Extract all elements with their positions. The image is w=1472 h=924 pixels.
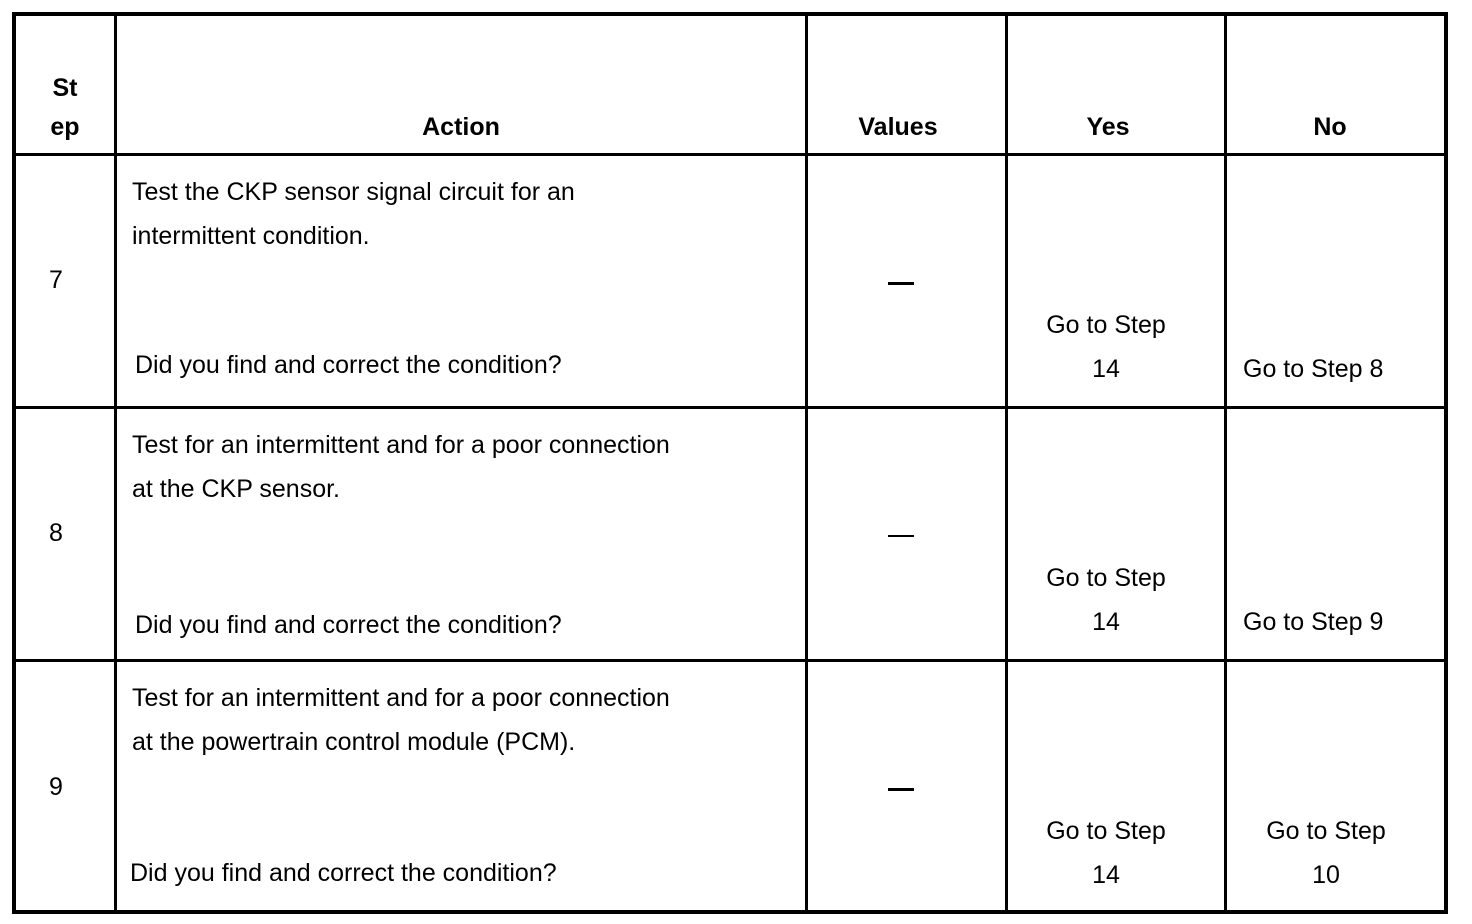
yes-result-line2: 14 <box>1092 861 1120 889</box>
action-question: Did you find and correct the condition? <box>130 859 557 887</box>
action-text-line1: Test for an intermittent and for a poor connection <box>132 684 670 712</box>
header-no: No <box>1313 113 1347 141</box>
action-text-line2: at the CKP sensor. <box>132 475 340 503</box>
table-border-right <box>1444 12 1448 914</box>
action-text-line2: at the powertrain control module (PCM). <box>132 728 576 756</box>
action-text-line1: Test for an intermittent and for a poor connection <box>132 431 670 459</box>
value-dash <box>888 788 914 791</box>
header-values: Values <box>858 113 938 141</box>
action-question: Did you find and correct the condition? <box>135 611 562 639</box>
header-step-line1: St <box>52 74 78 102</box>
step-number: 7 <box>49 266 63 294</box>
step-number: 8 <box>49 519 63 547</box>
value-dash <box>888 535 914 537</box>
yes-result-line1: Go to Step <box>1046 311 1166 339</box>
no-result-line1: Go to Step 8 <box>1243 355 1384 383</box>
step-number: 9 <box>49 773 63 801</box>
no-result-line2: 10 <box>1312 861 1340 889</box>
yes-result-line1: Go to Step <box>1046 564 1166 592</box>
header-action: Action <box>422 113 500 141</box>
row-divider <box>12 659 1448 662</box>
header-step-line2: ep <box>50 113 80 141</box>
no-result-line1: Go to Step <box>1266 817 1386 845</box>
header-divider <box>12 153 1448 156</box>
header-yes: Yes <box>1086 113 1130 141</box>
action-question: Did you find and correct the condition? <box>135 351 562 379</box>
row-divider <box>12 406 1448 409</box>
no-result-line1: Go to Step 9 <box>1243 608 1384 636</box>
yes-result-line2: 14 <box>1092 608 1120 636</box>
table-border-top <box>12 12 1448 16</box>
value-dash <box>888 282 914 285</box>
table-border-bottom <box>12 910 1448 914</box>
action-text-line1: Test the CKP sensor signal circuit for an <box>132 178 575 206</box>
yes-result-line2: 14 <box>1092 355 1120 383</box>
yes-result-line1: Go to Step <box>1046 817 1166 845</box>
action-text-line2: intermittent condition. <box>132 222 370 250</box>
